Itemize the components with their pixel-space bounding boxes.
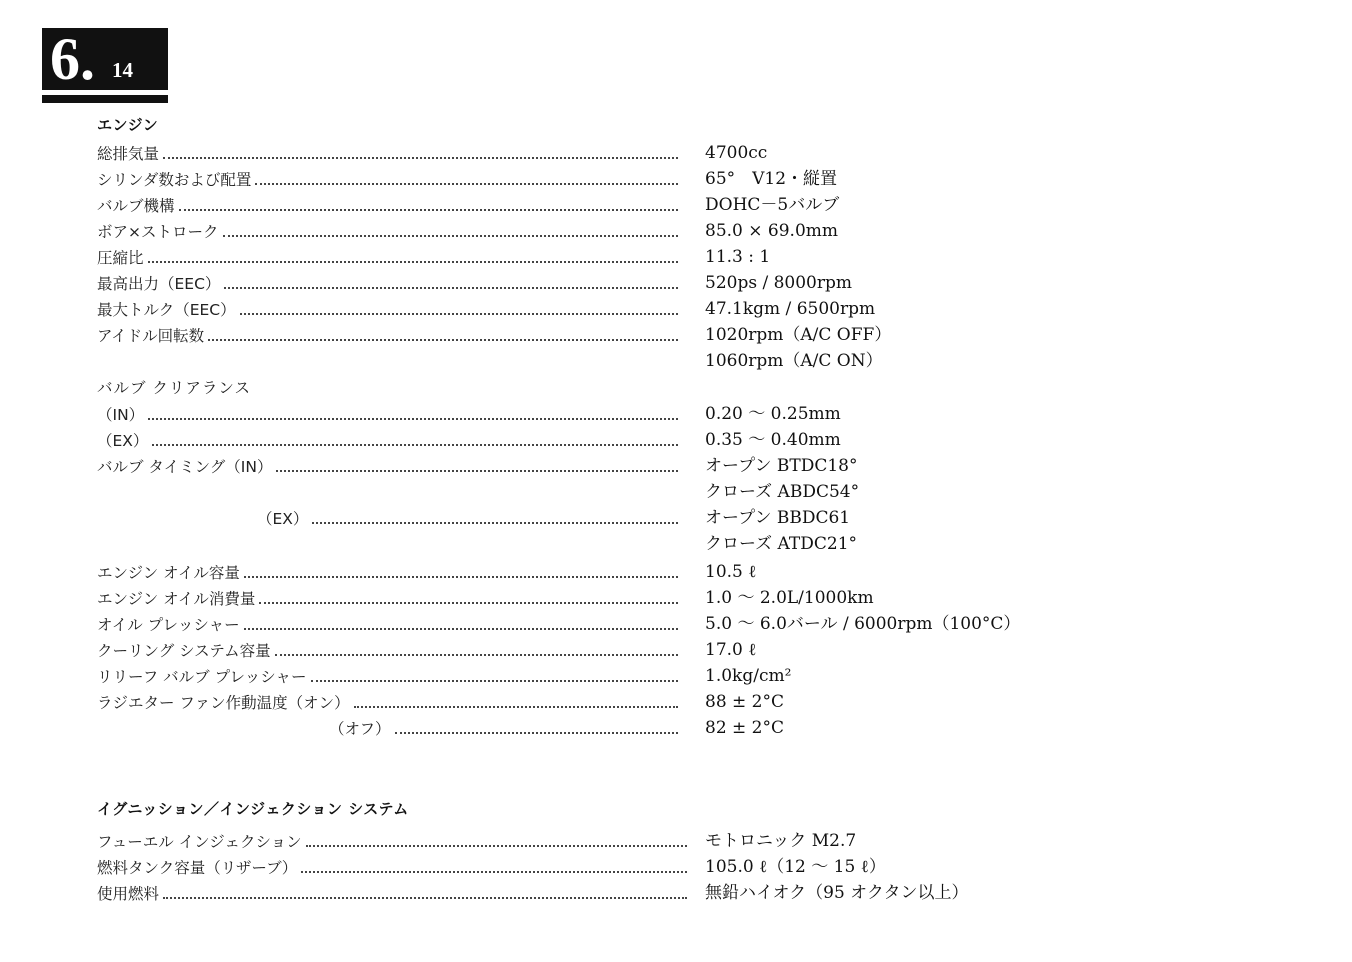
leader-dots (244, 576, 678, 578)
spec-row-timing-ex-open (97, 503, 997, 529)
spec-label: アイドル回転数 (97, 327, 205, 345)
spec-label: リリーフ バルブ プレッシャー (97, 668, 307, 686)
spec-value: 無鉛ハイオク（95 オクタン以上） (705, 883, 969, 903)
spec-label: エンジン オイル消費量 (97, 590, 256, 608)
spec-row-fuel-injection (97, 826, 997, 852)
section-title-ignition: イグニッション／インジェクション システム (97, 800, 409, 818)
leader-dots (255, 183, 678, 185)
spec-label: ラジエター ファン作動温度（オン） (97, 694, 350, 712)
spec-value: 1.0kg/cm² (705, 666, 792, 686)
leader-dots (395, 732, 678, 734)
spec-value: 11.3 : 1 (705, 247, 771, 267)
spec-label: エンジン オイル容量 (97, 564, 240, 582)
leader-dots (152, 444, 678, 446)
spec-label: 最高出力（EEC） (97, 275, 221, 293)
chapter-number: 6. (50, 26, 95, 92)
spec-row-fan-off (97, 713, 997, 739)
spec-value: 5.0 ～ 6.0バール / 6000rpm（100°C） (705, 614, 1021, 634)
spec-row-oil-consumption (97, 583, 997, 609)
spec-label: 燃料タンク容量（リザーブ） (97, 859, 298, 877)
spec-value: 82 ± 2°C (705, 718, 785, 738)
spec-row-timing-ex-close (97, 529, 997, 555)
spec-label: オイル プレッシャー (97, 616, 240, 634)
spec-label: 圧縮比 (97, 249, 144, 267)
spec-row-oil-pressure (97, 609, 1021, 635)
spec-label: バルブ タイミング（IN） (97, 458, 273, 476)
spec-row-relief-valve (97, 661, 997, 687)
spec-row-valve-mechanism (97, 190, 997, 216)
leader-dots (259, 602, 678, 604)
spec-label: シリンダ数および配置 (97, 171, 252, 189)
leader-dots (301, 871, 687, 873)
spec-row-compression (97, 242, 997, 268)
spec-label: 最大トルク（EEC） (97, 301, 236, 319)
spec-label: （EX） (257, 510, 309, 528)
leader-dots (148, 418, 678, 420)
spec-value: モトロニック M2.7 (705, 831, 857, 851)
spec-label: （EX） (97, 432, 149, 450)
spec-value: 10.5 ℓ (705, 562, 757, 582)
spec-row-idle (97, 320, 997, 346)
leader-dots (354, 706, 678, 708)
spec-value: クローズ ATDC21° (705, 534, 858, 554)
leader-dots (148, 261, 678, 263)
leader-dots (240, 313, 678, 315)
spec-value: DOHC－5バルブ (705, 195, 840, 215)
spec-label: （オフ） (329, 720, 391, 738)
spec-label: フューエル インジェクション (97, 833, 302, 851)
spec-row-idle-ac-on (97, 346, 997, 372)
spec-label: 使用燃料 (97, 885, 160, 903)
leader-dots (224, 287, 678, 289)
spec-row-clearance-ex (97, 425, 997, 451)
spec-value: オープン BBDC61 (705, 508, 851, 528)
spec-row-cooling-capacity (97, 635, 997, 661)
spec-value: 0.35 ～ 0.40mm (705, 430, 841, 450)
spec-label: ボア×ストローク (97, 223, 219, 241)
spec-row-oil-capacity (97, 557, 997, 583)
spec-value: 105.0 ℓ（12 ～ 15 ℓ） (705, 857, 886, 877)
leader-dots (163, 157, 678, 159)
spec-value: 4700cc (705, 143, 768, 163)
spec-value: オープン BTDC18° (705, 456, 858, 476)
spec-value: 1.0 ～ 2.0L/1000km (705, 588, 874, 608)
leader-dots (311, 680, 679, 682)
spec-row-displacement (97, 138, 997, 164)
page-number: 14 (112, 58, 133, 82)
spec-label: （IN） (97, 406, 145, 424)
leader-dots (312, 522, 678, 524)
spec-value: 85.0 × 69.0mm (705, 221, 838, 241)
leader-dots (223, 235, 679, 237)
spec-row-fan-on (97, 687, 997, 713)
leader-dots (163, 897, 687, 899)
spec-label: クーリング システム容量 (97, 642, 271, 660)
spec-row-fuel-type (97, 878, 997, 904)
spec-value: 17.0 ℓ (705, 640, 757, 660)
spec-row-bore-stroke (97, 216, 997, 242)
spec-row-max-power (97, 268, 997, 294)
spec-row-cylinders (97, 164, 997, 190)
leader-dots (275, 654, 678, 656)
badge-underline (42, 95, 168, 103)
spec-value: 1060rpm（A/C ON） (705, 351, 883, 371)
spec-row-timing-in-close (97, 477, 997, 503)
leader-dots (244, 628, 678, 630)
leader-dots (179, 209, 678, 211)
page-number-badge (42, 28, 168, 90)
spec-value: クローズ ABDC54° (705, 482, 860, 502)
spec-value: 88 ± 2°C (705, 692, 785, 712)
valve-clearance-heading: バルブ クリアランス (97, 379, 251, 397)
spec-value: 0.20 ～ 0.25mm (705, 404, 841, 424)
spec-value: 1020rpm（A/C OFF） (705, 325, 892, 345)
spec-row-clearance-in (97, 399, 997, 425)
spec-row-fuel-tank (97, 852, 997, 878)
leader-dots (276, 470, 678, 472)
spec-value: 65° V12・縦置 (705, 169, 838, 189)
spec-value: 47.1kgm / 6500rpm (705, 299, 876, 319)
leader-dots (306, 845, 687, 847)
spec-row-max-torque (97, 294, 997, 320)
spec-value: 520ps / 8000rpm (705, 273, 852, 293)
spec-label: バルブ機構 (97, 197, 175, 215)
spec-row-timing-in-open (97, 451, 997, 477)
section-title-engine: エンジン (97, 116, 159, 134)
leader-dots (208, 339, 678, 341)
spec-label: 総排気量 (97, 145, 160, 163)
